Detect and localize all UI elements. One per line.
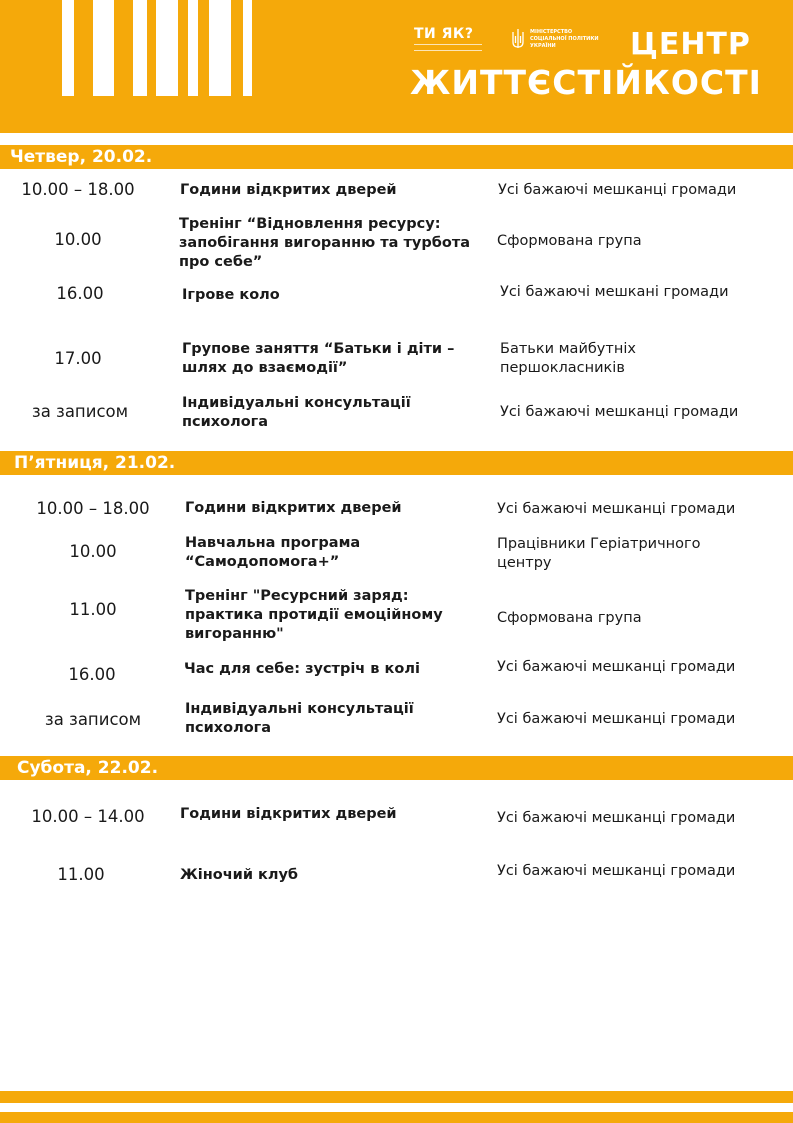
schedule-time: 10.00 xyxy=(54,230,102,249)
schedule-audience: Усі бажаючі мешканці громади xyxy=(497,659,736,675)
header-stripe xyxy=(133,0,147,96)
schedule-audience: Сформована група xyxy=(497,610,642,626)
schedule-audience: Усі бажаючі мешканці громади xyxy=(498,182,737,198)
schedule-audience: Усі бажаючі мешкані громади xyxy=(500,284,729,300)
schedule-event: Тренінг "Ресурсний заряд: практика протидії емоційному вигоранню" xyxy=(185,588,443,642)
schedule-event: Групове заняття “Батьки і діти – шлях до взаємодії” xyxy=(182,341,455,376)
day-header-bar xyxy=(0,756,793,780)
schedule-audience: Усі бажаючі мешканці громади xyxy=(500,404,739,420)
schedule-audience: Усі бажаючі мешканці громади xyxy=(497,501,736,517)
header-stripe xyxy=(62,0,74,96)
tiyak-logo-underline xyxy=(414,44,482,51)
schedule-event: Жіночий клуб xyxy=(180,867,299,883)
schedule-audience: Батьки майбутніх першокласників xyxy=(500,341,636,376)
day-header-bar xyxy=(0,145,793,169)
schedule-time: 10.00 – 18.00 xyxy=(21,180,135,199)
schedule-event: Навчальна програма “Самодопомога+” xyxy=(185,535,361,570)
schedule-time: за записом xyxy=(44,710,142,729)
header-stripe xyxy=(209,0,231,96)
schedule-audience: Працівники Геріатричного центру xyxy=(497,536,701,571)
schedule-time: 11.00 xyxy=(57,865,105,884)
schedule-event: Індивідуальні консультації психолога xyxy=(182,395,411,430)
ministry-logo-text: МІНІСТЕРСТВО СОЦІАЛЬНОЇ ПОЛІТИКИ УКРАЇНИ xyxy=(530,29,599,49)
header-stripe xyxy=(188,0,198,96)
schedule-time: 10.00 – 18.00 xyxy=(36,499,150,518)
header-stripe xyxy=(243,0,252,96)
footer-stripe xyxy=(0,1112,793,1123)
day-label: Четвер, 20.02. xyxy=(10,147,153,167)
tiyak-logo: ТИ ЯК? xyxy=(414,26,474,42)
schedule-audience: Усі бажаючі мешканці громади xyxy=(497,810,736,826)
schedule-event: Індивідуальні консультації психолога xyxy=(185,701,414,736)
header-stripe xyxy=(93,0,114,96)
schedule-time: 16.00 xyxy=(68,665,116,684)
schedule-time: 17.00 xyxy=(54,349,102,368)
schedule-event: Години відкритих дверей xyxy=(185,500,402,516)
schedule-audience: Сформована група xyxy=(497,233,642,249)
schedule-audience: Усі бажаючі мешканці громади xyxy=(497,863,736,879)
schedule-audience: Усі бажаючі мешканці громади xyxy=(497,711,736,727)
page-title-line2: ЖИТТЄСТІЙКОСТІ xyxy=(410,63,762,102)
schedule-event: Години відкритих дверей xyxy=(180,182,397,198)
day-header-bar xyxy=(0,451,793,475)
schedule-time: 16.00 xyxy=(56,284,104,303)
schedule-event: Ігрове коло xyxy=(182,287,280,303)
schedule-time: за записом xyxy=(31,402,129,421)
page-title-line1: ЦЕНТР xyxy=(630,27,751,62)
day-label: Субота, 22.02. xyxy=(17,758,159,778)
schedule-event: Години відкритих дверей xyxy=(180,806,397,822)
trident-icon xyxy=(511,28,525,50)
footer-stripe xyxy=(0,1091,793,1103)
schedule-time: 11.00 xyxy=(69,600,117,619)
schedule-event: Час для себе: зустріч в колі xyxy=(184,661,420,677)
header-stripe xyxy=(156,0,178,96)
schedule-time: 10.00 – 14.00 xyxy=(31,807,145,826)
day-label: П’ятниця, 21.02. xyxy=(14,453,176,473)
schedule-event: Тренінг “Відновлення ресурсу: запобігання вигоранню та турбота про себе” xyxy=(179,216,471,270)
schedule-time: 10.00 xyxy=(69,542,117,561)
